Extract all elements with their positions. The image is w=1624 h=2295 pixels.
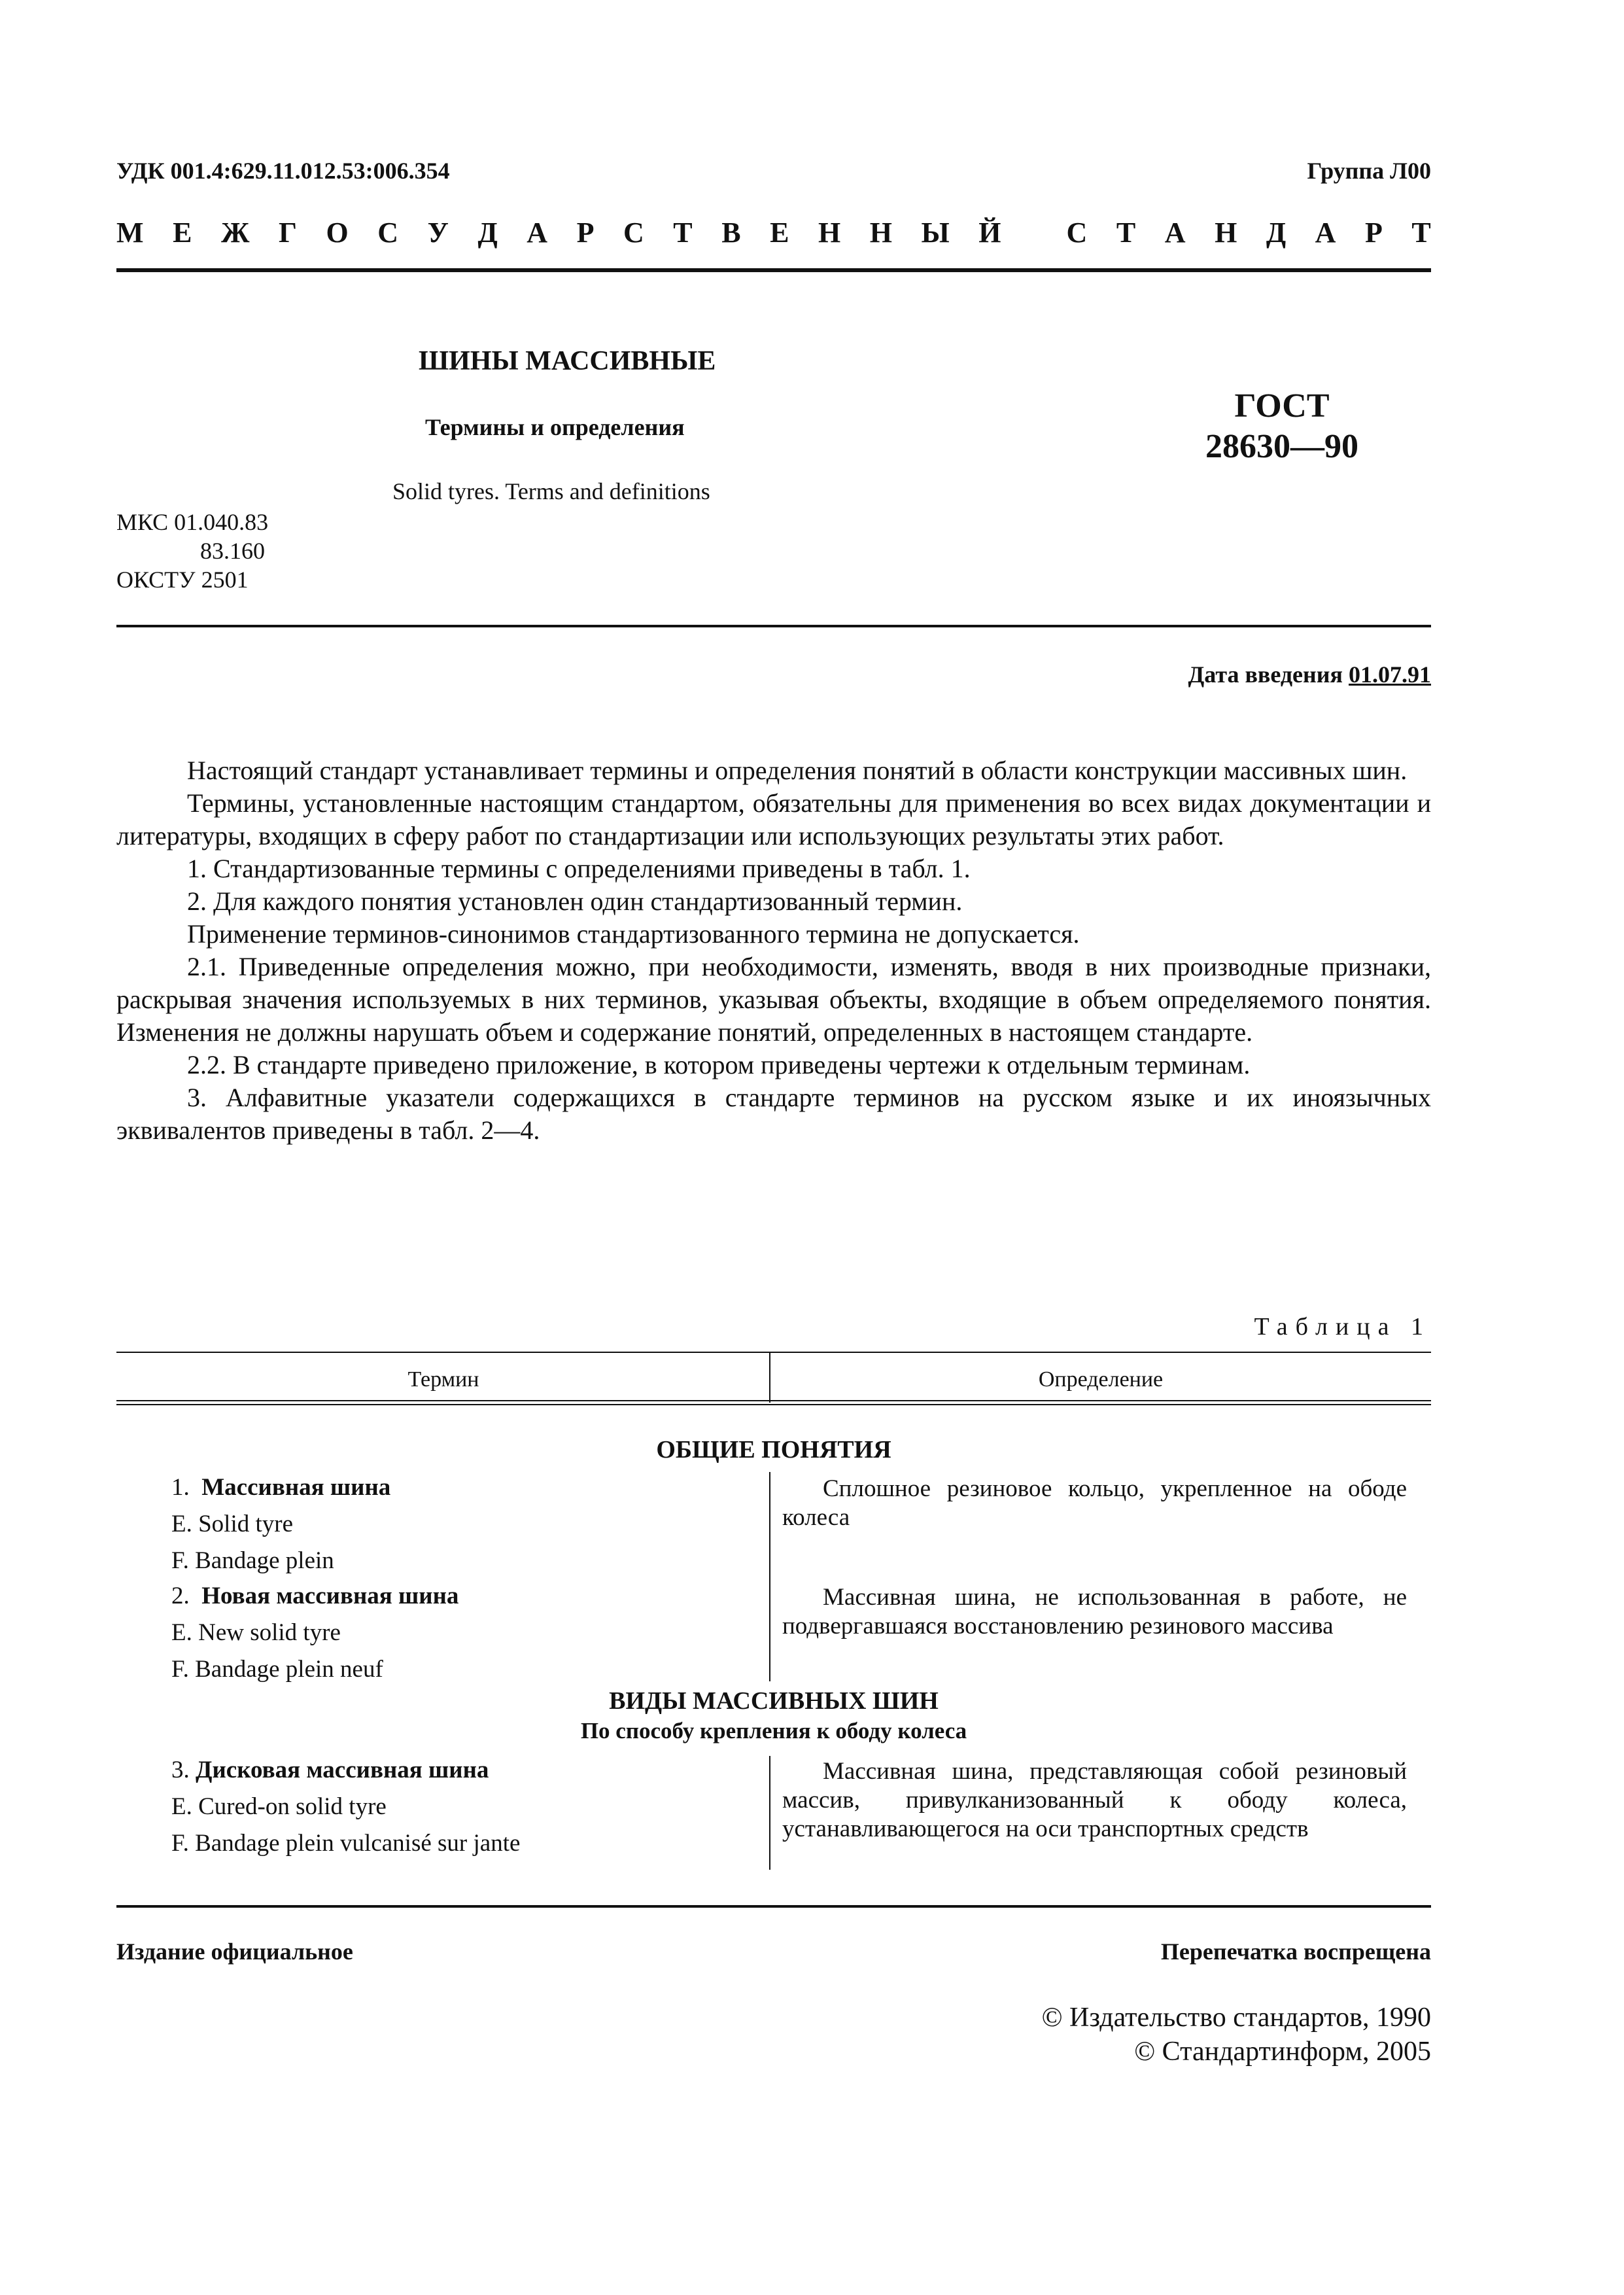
- term-name: Массивная шина: [201, 1474, 391, 1501]
- table-caption: Таблица 1: [1254, 1313, 1431, 1340]
- term-en: E. Cured-on solid tyre: [171, 1793, 387, 1820]
- term-name: Дисковая массивная шина: [196, 1757, 489, 1783]
- term-en: E. Solid tyre: [171, 1511, 294, 1537]
- gost-number: [1151, 386, 1413, 467]
- header-bottom-rule: [116, 1400, 1431, 1401]
- table-top-rule: [116, 1352, 1431, 1353]
- paragraph: 2. Для каждого понятия установлен один стандартизованный термин.: [187, 886, 963, 916]
- heading-letter: Ы: [921, 217, 950, 249]
- classifier-codes: [116, 508, 268, 594]
- column-divider: [769, 1472, 770, 1681]
- document-title: ШИНЫ МАССИВНЫЕ: [419, 346, 716, 376]
- heading-letter: Н: [869, 217, 892, 249]
- paragraph: 1. Стандартизованные термины с определениями приведены в табл. 1.: [187, 854, 971, 883]
- section-heading: ОБЩИЕ ПОНЯТИЯ: [656, 1436, 891, 1463]
- heading-letter: А: [1315, 217, 1336, 249]
- gost-label: ГОСТ: [1234, 387, 1330, 425]
- copyright-line: © Стандартинформ, 2005: [1134, 2037, 1431, 2067]
- term-fr: F. Bandage plein: [171, 1547, 334, 1574]
- heading-letter: В: [721, 217, 741, 249]
- english-title: Solid tyres. Terms and definitions: [392, 478, 710, 504]
- heading-letter: С: [623, 217, 644, 249]
- header-divider: [769, 1352, 770, 1403]
- column-header-term: Термин: [407, 1367, 479, 1392]
- heading-letter: Р: [1364, 217, 1383, 249]
- paragraph: Настоящий стандарт устанавливает термины и определения понятий в области конструкции массивных шин.: [187, 756, 1408, 785]
- heading-letter: Т: [1411, 217, 1431, 249]
- term-ru: [171, 1469, 760, 1506]
- group-code: Группа Л00: [1307, 158, 1431, 184]
- introduction-date: [1188, 661, 1432, 688]
- mks-code-2: 83.160: [200, 538, 265, 564]
- heading-letter: Е: [770, 217, 789, 249]
- title-rule: [116, 625, 1431, 627]
- term-en: E. New solid tyre: [171, 1619, 341, 1646]
- heading-letter: А: [527, 217, 548, 249]
- term-ru: [171, 1578, 760, 1615]
- footer-rule: [116, 1905, 1431, 1908]
- oksty-code: ОКСТУ 2501: [116, 567, 249, 593]
- term-name: Новая массивная шина: [201, 1583, 459, 1609]
- heading-letter: С: [1066, 217, 1088, 249]
- term-definition: Массивная шина, представляющая собой резиновый массив, привулканизованный к ободу колеса, устанавливающегося на оси транспортных средств: [782, 1758, 1407, 1842]
- date-label: Дата введения: [1188, 661, 1343, 688]
- heading-letter: [1030, 216, 1037, 249]
- term-number: 3.: [171, 1757, 190, 1783]
- heading-letter: Ж: [220, 217, 250, 249]
- column-header-definition: Определение: [1038, 1367, 1164, 1392]
- body-text: [116, 754, 1431, 1147]
- heading-letter: Р: [576, 217, 595, 249]
- date-value: 01.07.91: [1349, 661, 1431, 688]
- heading-letter: Г: [279, 217, 297, 249]
- reprint-prohibited: Перепечатка воспрещена: [1160, 1938, 1431, 1965]
- gost-code: 28630—90: [1205, 428, 1358, 465]
- section-subheading: По способу крепления к ободу колеса: [580, 1718, 967, 1743]
- mks-code: МКС 01.040.83: [116, 509, 269, 535]
- column-divider: [769, 1756, 770, 1870]
- paragraph: 2.1. Приведенные определения можно, при необходимости, изменять, вводя в них производные признаки, раскрывая значения используемых в них терминов, указывая объекты, входящие в объем определяемого понятия. Изменения не должны нарушать объем и содержание понятий, определенных в настоящем стандарте.: [116, 952, 1431, 1047]
- term-entry: [171, 1752, 760, 1862]
- section-heading: ВИДЫ МАССИВНЫХ ШИН: [609, 1687, 939, 1715]
- term-number: 2.: [171, 1583, 190, 1609]
- paragraph: Применение терминов-синонимов стандартизованного термина не допускается.: [187, 919, 1080, 949]
- heading-letter: Д: [477, 217, 498, 249]
- document-subtitle: Термины и определения: [425, 414, 685, 440]
- heading-letter: Н: [1215, 217, 1237, 249]
- term-fr: F. Bandage plein vulcanisé sur jante: [171, 1830, 521, 1857]
- heading-letter: Д: [1266, 217, 1287, 249]
- term-number: 1.: [171, 1474, 190, 1501]
- heading-letter: Е: [173, 217, 192, 249]
- header-bottom-rule-2: [116, 1404, 1431, 1405]
- udk-code: УДК 001.4:629.11.012.53:006.354: [116, 158, 450, 184]
- term-ru: [171, 1752, 760, 1789]
- heading-letter: Й: [978, 217, 1001, 249]
- paragraph: Термины, установленные настоящим стандартом, обязательны для применения во всех видах документации и литературы, входящих в сферу работ по стандартизации или использующих результаты этих работ.: [116, 788, 1431, 850]
- official-edition: Издание официальное: [116, 1938, 353, 1965]
- copyright-line: © Издательство стандартов, 1990: [1041, 2003, 1431, 2033]
- heading-letter: Т: [673, 217, 693, 249]
- heading-letter: С: [377, 217, 399, 249]
- term-definition: Сплошное резиновое кольцо, укрепленное на ободе колеса: [782, 1475, 1407, 1531]
- interstate-standard-heading: [116, 216, 1431, 249]
- term-entry: [171, 1469, 760, 1579]
- heading-letter: Т: [1116, 217, 1136, 249]
- term-entry: [171, 1578, 760, 1688]
- paragraph: 3. Алфавитные указатели содержащихся в стандарте терминов на русском языке и их иноязычных эквивалентов приведены в табл. 2—4.: [116, 1083, 1431, 1145]
- term-fr: F. Bandage plein neuf: [171, 1656, 383, 1683]
- term-definition: Массивная шина, не использованная в работе, не подвергавшаяся восстановлению резинового массива: [782, 1584, 1407, 1639]
- header-rule: [116, 268, 1431, 272]
- heading-letter: О: [326, 217, 349, 249]
- heading-letter: М: [116, 217, 144, 249]
- heading-letter: А: [1164, 217, 1186, 249]
- heading-letter: У: [427, 217, 449, 249]
- paragraph: 2.2. В стандарте приведено приложение, в котором приведены чертежи к отдельным терминам.: [187, 1050, 1251, 1079]
- copyright: [1042, 2001, 1431, 2069]
- heading-letter: Н: [818, 217, 841, 249]
